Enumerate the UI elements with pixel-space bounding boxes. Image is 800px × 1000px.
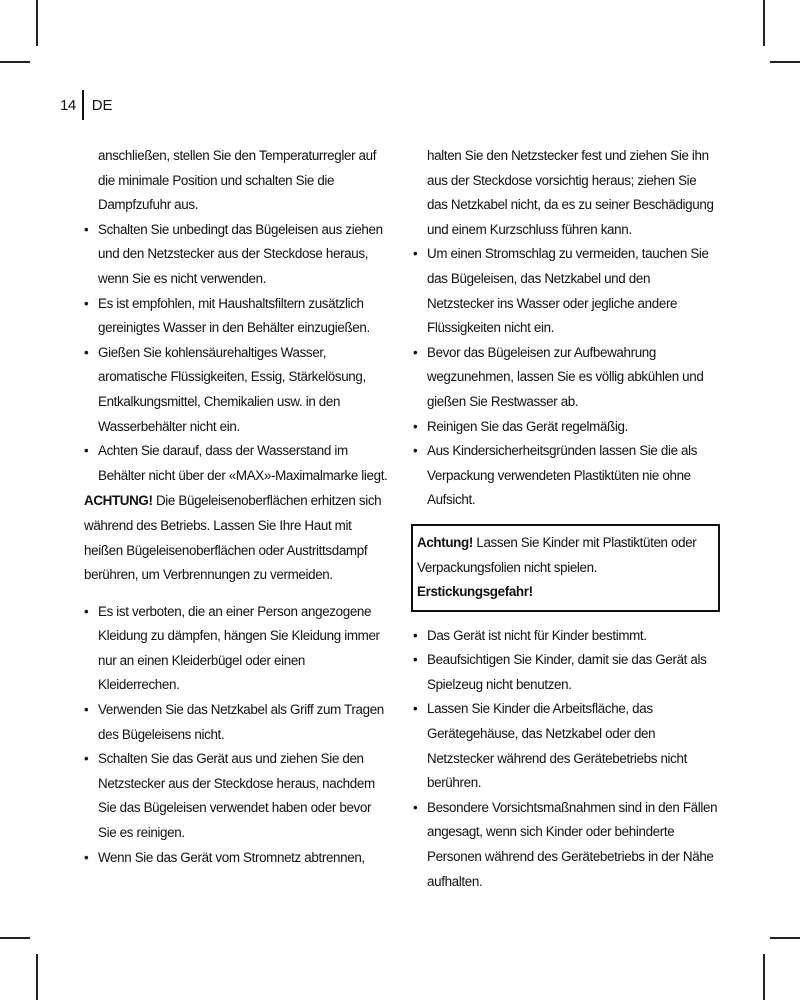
list-item: • Schalten Sie unbedingt das Bügeleisen aus ziehen und den Netzstecker aus der Steckdose heraus, wenn Sie es nicht verwenden. — [84, 218, 389, 292]
bullet-list — [413, 624, 718, 895]
list-item: • Verwenden Sie das Netzkabel als Griff zum Tragen des Bügeleisens nicht. — [84, 698, 389, 747]
continuation-text: halten Sie den Netzstecker fest und ziehen Sie ihn aus der Steckdose vorsichtig heraus; ziehen Sie das Netzkabel nicht, da es zu seiner Beschädigung und einem Kurzschluss führen kann. — [427, 148, 714, 237]
list-item: • Wenn Sie das Gerät vom Stromnetz abtrennen, — [84, 846, 389, 871]
warning-box-text: Lassen Sie Kinder mit Plastiktüten oder Verpackungsfolien nicht spielen. — [417, 534, 697, 575]
list-item: • Es ist verboten, die an einer Person angezogene Kleidung zu dämpfen, hängen Sie Kleidung immer nur an einen Kleiderbügel oder einen Kleiderrechen. — [84, 600, 389, 698]
continuation-text: anschließen, stellen Sie den Temperaturregler auf die minimale Position und schalten Sie die Dampfzufuhr aus. — [98, 148, 377, 213]
list-item: • Gießen Sie kohlensäurehaltiges Wasser, aromatische Flüssigkeiten, Essig, Stärkelösung, Entkalkungsmittel, Chemikalien usw. in den Wasserbehälter nicht ein. — [84, 341, 389, 439]
list-item: • Besondere Vorsichtsmaßnahmen sind in den Fällen angesagt, wenn sich Kinder oder behinderte Personen während des Gerätebetriebs in der Nähe aufhalten. — [413, 796, 718, 894]
bullet-list — [84, 218, 389, 489]
warning-box-title: Achtung! — [417, 534, 473, 550]
warning-box — [411, 524, 720, 612]
language-code: DE — [91, 96, 113, 114]
warning-box-emphasis: Erstickungsgefahr! — [417, 584, 533, 600]
list-item: • Achten Sie darauf, dass der Wasserstand im Behälter nicht über der «MAX»-Maximalmarke liegt. — [84, 439, 389, 488]
crop-mark-bottom-right-h — [770, 937, 800, 939]
list-item: • Beaufsichtigen Sie Kinder, damit sie das Gerät als Spielzeug nicht benutzen. — [413, 648, 718, 697]
crop-mark-bottom-left-h — [0, 937, 30, 939]
header-divider — [82, 90, 84, 120]
list-item: • Lassen Sie Kinder die Arbeitsfläche, das Gerätegehäuse, das Netzkabel oder den Netzstecker während des Gerätebetriebs nicht berühren. — [413, 697, 718, 795]
list-item: • Bevor das Bügeleisen zur Aufbewahrung wegzunehmen, lassen Sie es völlig abkühlen und gießen Sie Restwasser ab. — [413, 341, 718, 415]
crop-mark-top-right — [763, 0, 765, 46]
list-item: • Aus Kindersicherheitsgründen lassen Sie die als Verpackung verwendeten Plastiktüten nie ohne Aufsicht. — [413, 439, 718, 513]
crop-mark-top-left — [36, 0, 38, 46]
list-item: • Um einen Stromschlag zu vermeiden, tauchen Sie das Bügeleisen, das Netzkabel und den Netzstecker ins Wasser oder jegliche andere Flüssigkeiten nicht ein. — [413, 242, 718, 340]
page-header — [60, 92, 113, 118]
list-item: • Das Gerät ist nicht für Kinder bestimmt. — [413, 624, 718, 649]
warning-text: Die Bügeleisenoberflächen erhitzen sich während des Betriebs. Lassen Sie Ihre Haut mit heißen Bügeleisenoberflächen oder Austrittsdampf berühren, um Verbrennungen zu vermeiden. — [84, 493, 382, 583]
right-column — [413, 144, 718, 894]
crop-mark-bottom-left — [36, 954, 38, 1000]
list-item: • Es ist empfohlen, mit Haushaltsfiltern zusätzlich gereinigtes Wasser in den Behälter einzugießen. — [84, 292, 389, 341]
left-column — [84, 144, 389, 870]
crop-mark-top-right-h — [770, 61, 800, 63]
bullet-list — [84, 600, 389, 871]
crop-mark-top-left-h — [0, 61, 30, 63]
crop-mark-bottom-right — [763, 954, 765, 1000]
list-item: • Reinigen Sie das Gerät regelmäßig. — [413, 415, 718, 440]
page-number: 14 — [60, 96, 76, 114]
warning-paragraph — [84, 489, 389, 587]
list-item: • Schalten Sie das Gerät aus und ziehen Sie den Netzstecker aus der Steckdose heraus, nachdem Sie das Bügeleisen verwendet haben oder bevor Sie es reinigen. — [84, 747, 389, 845]
bullet-list — [413, 242, 718, 513]
warning-title: ACHTUNG! — [84, 493, 153, 509]
